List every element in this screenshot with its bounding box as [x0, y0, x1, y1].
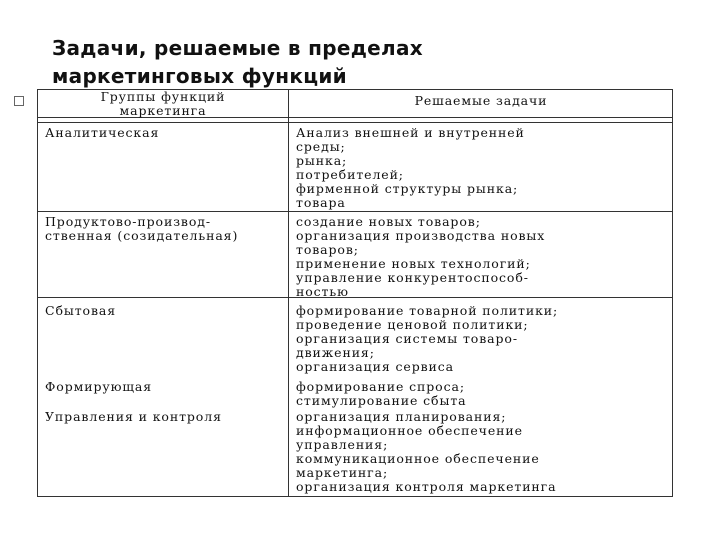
task-line: товаров;: [296, 242, 359, 257]
task-line: Анализ внешней и внутренней: [296, 125, 525, 140]
task-line: управления;: [296, 437, 389, 452]
group-analytical: [45, 126, 159, 140]
task-line: движения;: [296, 345, 375, 360]
tasks-forming: [296, 380, 467, 408]
task-line: организация контроля маркетинга: [296, 479, 557, 494]
task-line: применение новых технологий;: [296, 256, 531, 271]
slide-title: [52, 34, 672, 90]
group-management: [45, 410, 222, 424]
group-forming: [45, 380, 152, 394]
tasks-sales: [296, 304, 558, 374]
task-line: создание новых товаров;: [296, 214, 481, 229]
group-text: Продуктово-производ-: [45, 214, 212, 229]
task-line: товара: [296, 195, 346, 210]
header-col-groups: [38, 90, 288, 118]
header-col1-line1: Группы функций: [100, 89, 226, 104]
marketing-functions-table: [37, 89, 673, 497]
task-line: маркетинга;: [296, 465, 389, 480]
task-line: организация планирования;: [296, 409, 507, 424]
task-line: коммуникационное обеспечение: [296, 451, 540, 466]
group-production: [45, 215, 238, 243]
group-text: Управления и контроля: [45, 409, 222, 424]
task-line: формирование товарной политики;: [296, 303, 559, 318]
square-bullet-icon: [14, 96, 24, 106]
header-col1-line2: маркетинга: [119, 103, 207, 118]
tasks-analytical: [296, 126, 525, 210]
task-line: организация производства новых: [296, 228, 546, 243]
tasks-management: [296, 410, 556, 494]
task-line: организация сервиса: [296, 359, 455, 374]
header-divider-double: [38, 122, 672, 123]
header-col-tasks: Решаемые задачи: [414, 93, 548, 108]
column-divider: [288, 90, 289, 496]
task-line: фирменной структуры рынка;: [296, 181, 519, 196]
task-line: информационное обеспечение: [296, 423, 523, 438]
task-line: потребителей;: [296, 167, 404, 182]
group-text: ственная (созидательная): [45, 228, 239, 243]
group-text: Сбытовая: [45, 303, 117, 318]
task-line: рынка;: [296, 153, 348, 168]
task-line: управление конкурентоспособ-: [296, 270, 529, 285]
group-sales: [45, 304, 116, 318]
group-text: Аналитическая: [45, 125, 160, 140]
row-divider: [38, 211, 672, 212]
task-line: ностью: [296, 284, 349, 299]
task-line: среды;: [296, 139, 346, 154]
task-line: формирование спроса;: [296, 379, 465, 394]
title-line-1: Задачи, решаемые в пределах: [52, 36, 423, 60]
task-line: проведение ценовой политики;: [296, 317, 529, 332]
group-text: Формирующая: [45, 379, 153, 394]
tasks-production: [296, 215, 545, 299]
task-line: стимулирование сбыта: [296, 393, 467, 408]
task-line: организация системы товаро-: [296, 331, 518, 346]
title-line-2: маркетинговых функций: [52, 64, 347, 88]
